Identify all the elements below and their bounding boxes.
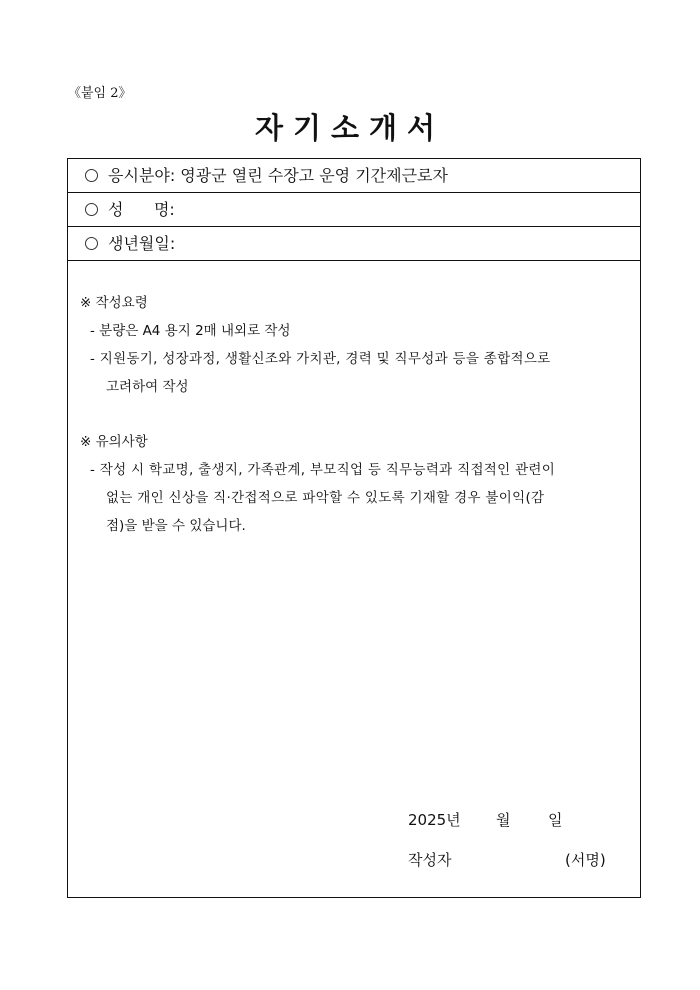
field-label: 생년월일: <box>108 234 176 253</box>
signature-label: (서명) <box>565 851 606 869</box>
circle-bullet-icon <box>85 237 98 250</box>
guideline-line: - 지원동기, 성장과정, 생활신조와 가치관, 경력 및 직무성과 등을 종합적으로 <box>90 351 551 367</box>
note-line: 점)을 받을 수 있습니다. <box>106 518 246 534</box>
note-line: 없는 개인 신상을 직·간접적으로 파악할 수 있도록 기재할 경우 불이익(감 <box>106 490 545 506</box>
form-box <box>67 158 641 898</box>
guideline-line: 고려하여 작성 <box>106 379 189 395</box>
guidelines-heading: ※ 작성요령 <box>80 295 148 311</box>
field-label: 성 명: <box>108 200 175 219</box>
date-year: 2025년 <box>408 811 461 829</box>
page-title: 자기소개서 <box>254 111 446 145</box>
guideline-line: - 분량은 A4 용지 2매 내외로 작성 <box>90 323 291 339</box>
notes-heading: ※ 유의사항 <box>80 434 148 450</box>
circle-bullet-icon <box>85 203 98 216</box>
field-birthdate[interactable] <box>68 227 640 261</box>
attachment-label: 《붙임 2》 <box>68 86 132 101</box>
field-application-area[interactable] <box>68 159 640 193</box>
writer-label: 작성자 <box>408 851 452 869</box>
date-month: 월 <box>496 811 511 829</box>
date-day: 일 <box>548 811 563 829</box>
field-name[interactable] <box>68 193 640 227</box>
field-label: 응시분야: 영광군 열린 수장고 운영 기간제근로자 <box>108 166 448 185</box>
circle-bullet-icon <box>85 169 98 182</box>
note-line: - 작성 시 학교명, 출생지, 가족관계, 부모직업 등 직무능력과 직접적인 관련이 <box>90 462 556 478</box>
